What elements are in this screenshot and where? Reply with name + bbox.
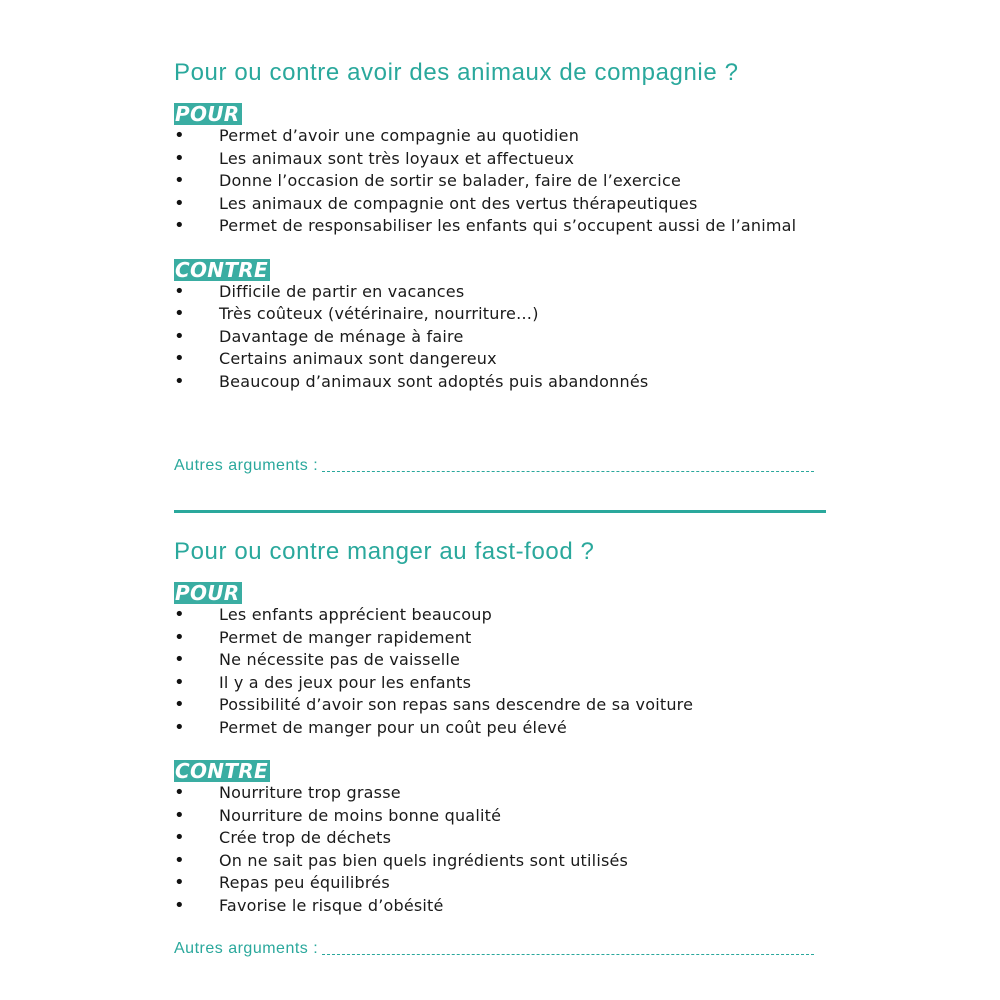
dotted-answer-line[interactable]: [322, 954, 814, 955]
list-item: • Davantage de ménage à faire: [174, 326, 826, 349]
worksheet: [174, 56, 826, 959]
other-arguments-label: Autres arguments :: [174, 940, 319, 957]
list-item: • Difficile de partir en vacances: [174, 281, 826, 304]
list-item: • On ne sait pas bien quels ingrédients sont utilisés: [174, 850, 826, 873]
dotted-answer-line[interactable]: [322, 471, 814, 472]
pour-list: [174, 604, 826, 739]
debate-section-fast-food: [174, 535, 826, 959]
contre-list: [174, 281, 826, 394]
list-item: • Il y a des jeux pour les enfants: [174, 672, 826, 695]
list-item: • Les animaux de compagnie ont des vertus thérapeutiques: [174, 193, 826, 216]
pour-label: POUR: [175, 102, 240, 126]
contre-list: [174, 782, 826, 917]
debate-section-pets: [174, 56, 826, 476]
list-item: • Les enfants apprécient beaucoup: [174, 604, 826, 627]
section-title: Pour ou contre manger au fast-food ?: [174, 538, 595, 565]
pour-label: POUR: [175, 581, 240, 605]
list-item: • Permet de manger pour un coût peu élevé: [174, 717, 826, 740]
other-arguments-field[interactable]: [174, 456, 814, 476]
list-item: • Possibilité d’avoir son repas sans descendre de sa voiture: [174, 694, 826, 717]
section-title: Pour ou contre avoir des animaux de compagnie ?: [174, 59, 739, 86]
list-item: • Crée trop de déchets: [174, 827, 826, 850]
contre-label: CONTRE: [175, 257, 268, 282]
list-item: • Nourriture trop grasse: [174, 782, 826, 805]
list-item: • Permet d’avoir une compagnie au quotidien: [174, 125, 826, 148]
pour-list: [174, 125, 826, 238]
list-item: • Favorise le risque d’obésité: [174, 895, 826, 918]
list-item: • Très coûteux (vétérinaire, nourriture…): [174, 303, 826, 326]
list-item: • Permet de responsabiliser les enfants qui s’occupent aussi de l’animal: [174, 215, 826, 238]
list-item: • Certains animaux sont dangereux: [174, 348, 826, 371]
list-item: • Les animaux sont très loyaux et affectueux: [174, 148, 826, 171]
list-item: • Donne l’occasion de sortir se balader, faire de l’exercice: [174, 170, 826, 193]
contre-label: CONTRE: [175, 759, 268, 783]
list-item: • Nourriture de moins bonne qualité: [174, 805, 826, 828]
list-item: • Ne nécessite pas de vaisselle: [174, 649, 826, 672]
list-item: • Repas peu équilibrés: [174, 872, 826, 895]
list-item: • Permet de manger rapidement: [174, 627, 826, 650]
other-arguments-label: Autres arguments :: [174, 457, 319, 474]
other-arguments-field[interactable]: [174, 939, 814, 959]
list-item: • Beaucoup d’animaux sont adoptés puis abandonnés: [174, 371, 826, 394]
